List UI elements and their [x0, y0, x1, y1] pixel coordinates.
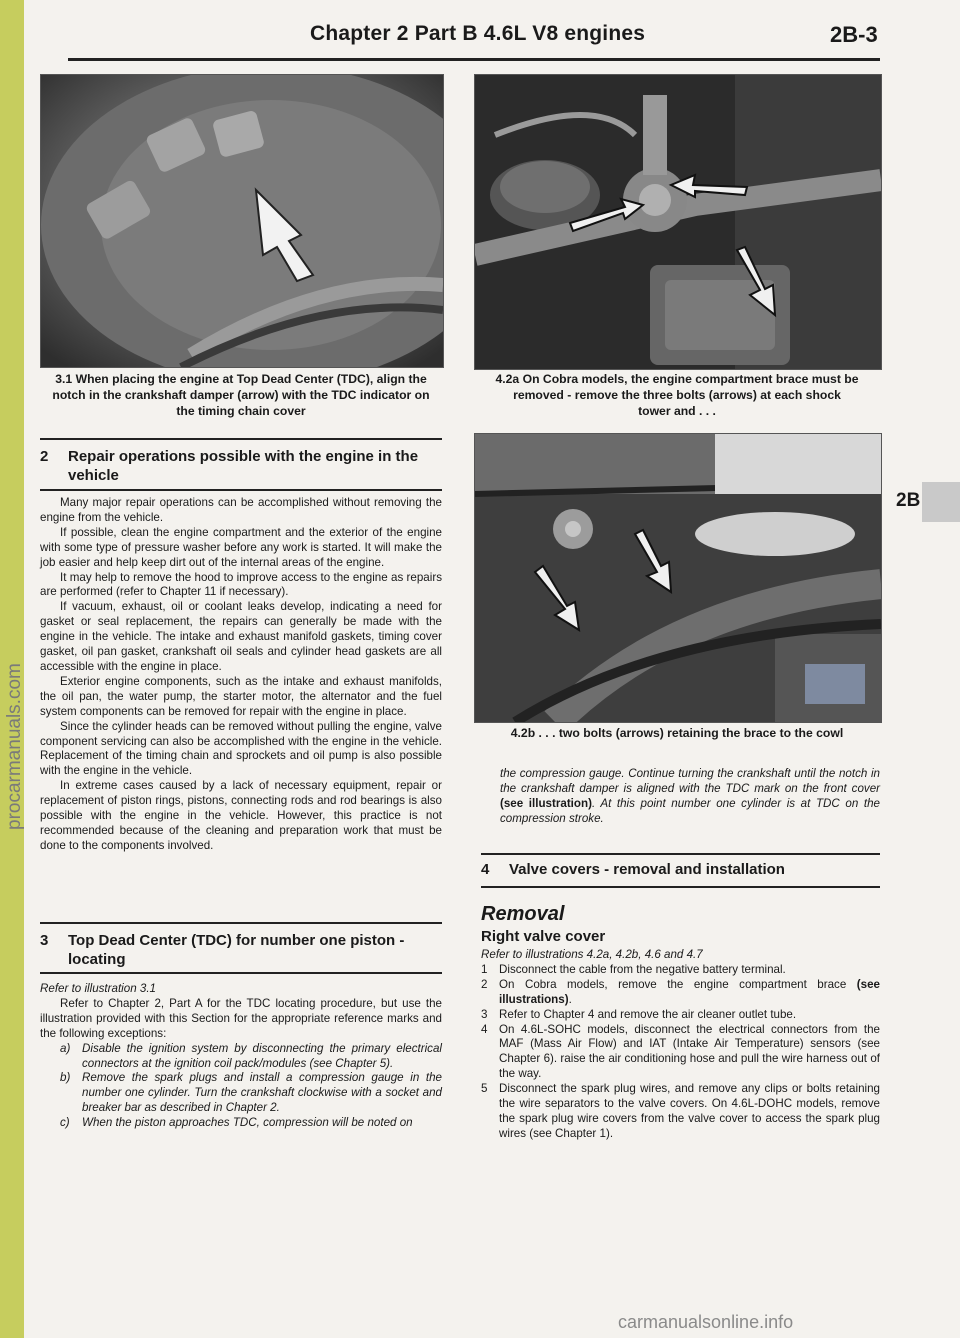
paragraph: Since the cylinder heads can be removed without pulling the engine, valve component servicing can also be accomplished with the engine in the vehicle. Replacement of the timing chain and sprockets and oil pump is also possible with the engine in the vehicle. — [40, 719, 442, 778]
section-2-body — [40, 496, 442, 854]
removal-heading: Removal — [481, 903, 565, 925]
right-valve-cover-heading: Right valve cover — [481, 928, 606, 945]
section-2-top-rule — [40, 438, 442, 440]
paragraph: Refer to Chapter 2, Part A for the TDC locating procedure, but use the illustration provided with this Section for the appropriate reference marks and the following exceptions: — [40, 996, 442, 1040]
section-4-bottom-rule — [481, 886, 880, 888]
section-number: 3 — [40, 932, 49, 949]
step: 1 Disconnect the cable from the negative battery terminal. — [481, 962, 786, 976]
watermark-bottom: carmanualsonline.info — [618, 1312, 794, 1332]
caption-4-2a — [474, 371, 880, 419]
paragraph: It may help to remove the hood to improve access to the engine as repairs are performed (refer to Chapter 11 if necessary). — [40, 570, 442, 599]
illustration-ref: Refer to illustrations 4.2a, 4.2b, 4.6 and 4.7 — [481, 948, 703, 961]
caption-line: removed - remove the three bolts (arrows) at each shock — [513, 388, 841, 402]
section-3-heading — [40, 931, 442, 969]
watermark-left: procarmanuals.com — [4, 663, 25, 830]
section-number: 2 — [40, 448, 49, 465]
section-title: Top Dead Center (TDC) for number one piston - — [68, 932, 405, 949]
photo-crankshaft-damper — [40, 74, 444, 368]
photo-brace-to-cowl-bolts — [474, 433, 882, 723]
chapter-tab-label: 2B — [896, 490, 921, 511]
photo-engine-compartment-brace — [474, 74, 882, 370]
caption-3-1 — [40, 371, 442, 419]
section-4-top-rule — [481, 853, 880, 855]
page-header-title: Chapter 2 Part B 4.6L V8 engines — [310, 22, 646, 45]
paragraph: If vacuum, exhaust, oil or coolant leaks develop, indicating a need for gasket or seal replacement, the repairs can generally be made with the engine in the vehicle. The intake and exhaust manifold gaskets, timing cover gasket, oil pan gasket, crankshaft oil seals and cylinder head gaskets are all accessible with the engine in place. — [40, 600, 442, 673]
caption-line: 3.1 When placing the engine at Top Dead Center (TDC), align the — [55, 372, 427, 386]
step: 5 Disconnect the spark plug wires, and remove any clips or bolts retaining the wire separators to the valve covers. On 4.6L-DOHC models, remove the spark plug wire covers from the valve cover to access the spark plug wires (see Chapter 1). — [481, 1082, 880, 1140]
section-2-heading — [40, 447, 442, 485]
section-title: vehicle — [68, 467, 119, 484]
section-title: Repair operations possible with the engine in the — [68, 448, 419, 465]
section-title: Valve covers - removal and installation — [509, 861, 785, 878]
list-item: b) Remove the spark plugs and install a compression gauge in the number one cylinder. Turn the crankshaft clockwise with a socket and breaker bar as described in Chapter 2. — [60, 1071, 442, 1115]
caption-4-2b — [474, 725, 880, 741]
caption-line: the timing chain cover — [176, 404, 306, 418]
step: 2 On Cobra models, remove the engine compartment brace (see illustrations). — [481, 977, 880, 1006]
illustration-ref: Refer to illustration 3.1 — [40, 982, 156, 995]
list-item: c) When the piston approaches TDC, compression will be noted on — [60, 1116, 413, 1130]
step: 3 Refer to Chapter 4 and remove the air cleaner outlet tube. — [481, 1007, 797, 1021]
section-3-body — [40, 982, 442, 1131]
paragraph: In extreme cases caused by a lack of necessary equipment, repair or replacement of piston rings, pistons, connecting rods and rod bearings is also possible with the engine in the vehicle. However, this practice is not recommended because of the cleaning and preparation work that must be done to the components involved. — [40, 779, 442, 852]
section-2-bottom-rule — [40, 489, 442, 491]
header-rule — [68, 58, 880, 61]
section-number: 4 — [481, 861, 490, 878]
caption-line: tower and . . . — [638, 404, 716, 418]
section-title: locating — [68, 951, 126, 968]
section-3-top-rule — [40, 922, 442, 924]
caption-line: notch in the crankshaft damper (arrow) with the TDC indicator on — [52, 388, 430, 402]
section-4-heading — [481, 860, 880, 879]
step: 4 On 4.6L-SOHC models, disconnect the electrical connectors from the MAF (Mass Air Flow) and IAT (Intake Air Temperature) sensors (see Chapter 6). raise the air conditioning hose and pull the wire harness out of the way. — [481, 1022, 880, 1081]
caption-line: 4.2b . . . two bolts (arrows) retaining the brace to the cowl — [510, 726, 844, 740]
caption-line: 4.2a On Cobra models, the engine compartment brace must be — [495, 372, 859, 386]
paragraph: Many major repair operations can be accomplished without removing the engine from the vehicle. — [40, 496, 442, 524]
paragraph: If possible, clean the engine compartment and the exterior of the engine with some type of pressure washer before any work is started. It will make the job easier and help keep dirt out of the internal areas of the engine. — [40, 525, 442, 569]
section-3-bottom-rule — [40, 972, 442, 974]
section-3-continuation: the compression gauge. Continue turning the crankshaft until the notch in the crankshaft damper is aligned with the TDC mark on the front cover (see illustration). At this point number one cylinder is at TDC on the compression stroke. — [500, 767, 880, 825]
chapter-tab — [922, 482, 960, 522]
section-4-body — [481, 948, 880, 1142]
paragraph: Exterior engine components, such as the intake and exhaust manifolds, the oil pan, the water pump, the starter motor, the alternator and the fuel system components can be removed for repair with the engine in place. — [40, 674, 442, 718]
page-number: 2B-3 — [830, 22, 878, 47]
list-item: a) Disable the ignition system by disconnecting the primary electrical connectors at the ignition coil pack/modules (see Chapter 5). — [60, 1041, 442, 1070]
